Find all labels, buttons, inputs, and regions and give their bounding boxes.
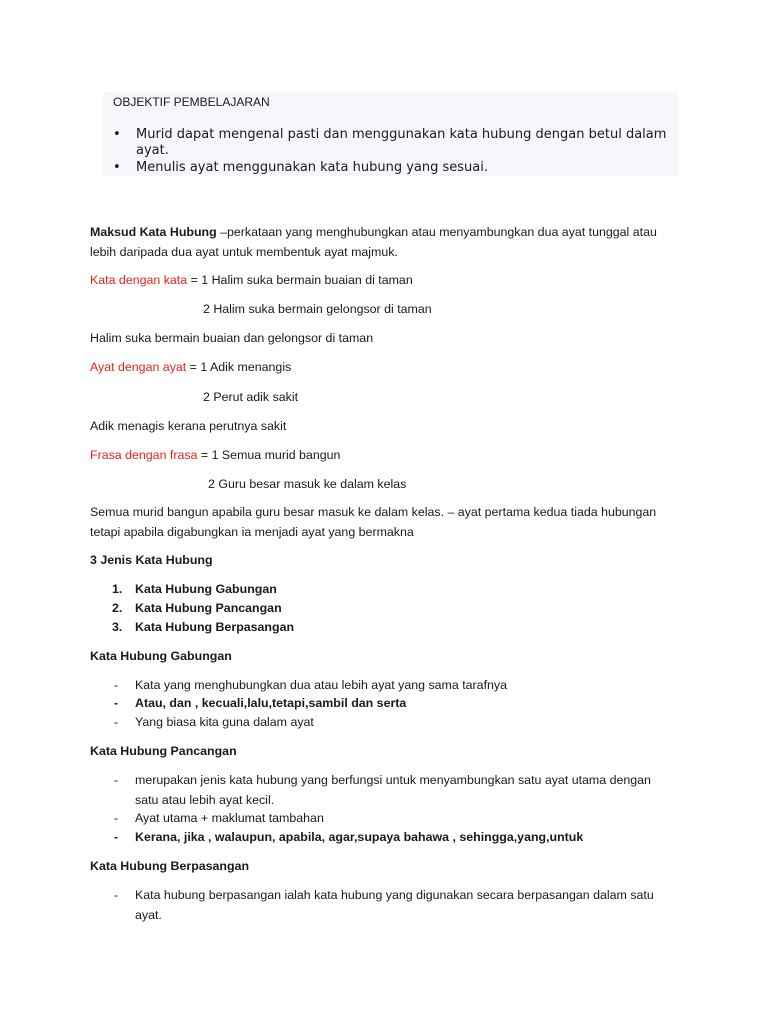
type-item: Kata Hubung Pancangan [135,601,282,615]
example-label: Frasa dengan frasa [90,448,198,462]
example-line [90,446,340,464]
list-item: Atau, dan , kecuali,lalu,tetapi,sambil dan serta [135,696,407,710]
example-label: Ayat dengan ayat [90,360,187,374]
definition-text: –perkataan yang menghubungkan atau menyambungkan dua ayat tunggal atau lebih daripada dua ayat untuk membentuk ayat majmuk. [90,225,657,259]
objective-text: Murid dapat mengenal pasti dan menggunakan kata hubung dengan betul dalam ayat. [136,127,667,158]
example-result: Halim suka bermain buaian dan gelongsor di taman [90,331,374,345]
list-number: 3. [112,620,123,634]
example-second: 2 Halim suka bermain gelongsor di taman [203,302,432,316]
example-label: Kata dengan kata [90,273,188,287]
dash-marker: - [114,811,119,825]
list-number: 2. [112,601,123,615]
definition-term: Maksud Kata Hubung [90,225,217,239]
list-item: Ayat utama + maklumat tambahan [135,811,324,825]
example-line [90,271,413,289]
list-item: merupakan jenis kata hubung yang berfungsi untuk menyambungkan satu ayat utama dengan satu atau lebih ayat kecil. [135,773,651,807]
section-heading-gabungan: Kata Hubung Gabungan [90,649,232,663]
types-heading: 3 Jenis Kata Hubung [90,553,213,567]
list-number: 1. [112,582,123,596]
dash-marker: - [114,888,119,902]
bullet-icon: • [113,160,121,175]
objective-text: Menulis ayat menggunakan kata hubung yang sesuai. [136,160,488,175]
objectives-title: OBJEKTIF PEMBELAJARAN [113,95,270,109]
list-item: Kata yang menghubungkan dua atau lebih ayat yang sama tarafnya [135,678,507,692]
list-item: Kata hubung berpasangan ialah kata hubung yang digunakan secara berpasangan dalam satu ayat. [135,888,654,922]
example-first: = 1 Adik menangis [186,360,292,374]
bullet-icon: • [113,127,121,142]
example-second: 2 Perut adik sakit [203,390,299,404]
dash-marker: - [114,696,119,710]
type-item: Kata Hubung Gabungan [135,582,277,596]
type-item: Kata Hubung Berpasangan [135,620,295,634]
list-item: Yang biasa kita guna dalam ayat [135,715,314,729]
section-heading-pancangan: Kata Hubung Pancangan [90,744,237,758]
example-second: 2 Guru besar masuk ke dalam kelas [208,477,407,491]
dash-marker: - [114,678,119,692]
example-line [90,358,291,376]
dash-marker: - [114,773,119,787]
dash-marker: - [114,715,119,729]
definition-paragraph [90,223,680,262]
example-result: Adik menagis kerana perutnya sakit [90,419,287,433]
example-first: = 1 Semua murid bangun [197,448,341,462]
section-heading-berpasangan: Kata Hubung Berpasangan [90,859,250,873]
example-result: Semua murid bangun apabila guru besar masuk ke dalam kelas. – ayat pertama kedua tiada hubungan tetapi apabila digabungkan ia menjadi ayat yang bermakna [90,505,657,539]
dash-marker: - [114,830,119,844]
list-item: Kerana, jika , walaupun, apabila, agar,supaya bahawa , sehingga,yang,untuk [135,830,584,844]
example-first: = 1 Halim suka bermain buaian di taman [187,273,413,287]
